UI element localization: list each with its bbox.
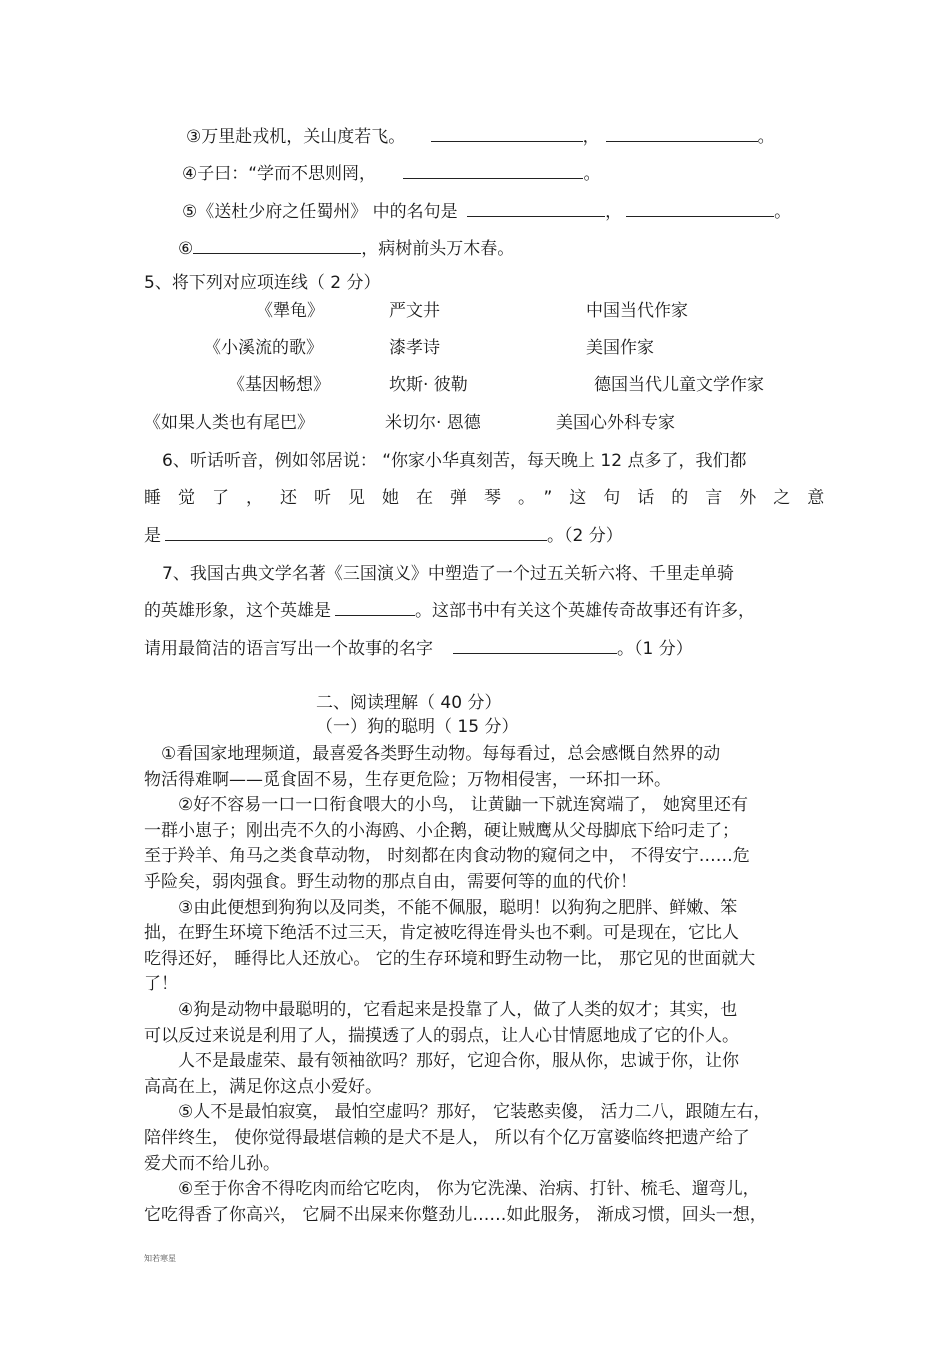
section-subtitle: （一）狗的聪明（ 15 分） xyxy=(316,717,519,737)
answer-blank[interactable] xyxy=(467,200,605,217)
passage-line: 陪伴终生， 使你觉得最堪信赖的是犬不是人， 所以有个亿万富婆临终把遗产给了 xyxy=(144,1127,750,1148)
answer-blank[interactable] xyxy=(193,237,361,254)
passage-line: 可以反过来说是利用了人，揣摸透了人的弱点，让人心甘情愿地成了它的仆人。 xyxy=(144,1025,739,1046)
match-book-4[interactable]: 《如果人类也有尾巴》 xyxy=(144,413,314,433)
answer-blank[interactable] xyxy=(606,125,758,142)
passage-line: 它吃得香了你高兴， 它屙不出屎来你蹩劲儿……如此服务， 渐成习惯，回头一想， xyxy=(144,1204,767,1225)
question-7-line-1: 7、我国古典文学名著《三国演义》中塑造了一个过五关斩六将、千里走单骑 xyxy=(162,564,734,584)
question-6-line-3: 是 。（2 分） xyxy=(144,526,623,546)
reading-passage xyxy=(144,742,804,1228)
match-author-4[interactable]: 米切尔· 恩德 xyxy=(385,413,481,433)
poem-line-3: ③万里赴戎机，关山度若飞。 ， 。 xyxy=(186,127,775,147)
match-book-2[interactable]: 《小溪流的歌》 xyxy=(204,338,323,358)
match-author-2[interactable]: 漆孝诗 xyxy=(389,338,440,358)
passage-line: 至于羚羊、角马之类食草动物， 时刻都在肉食动物的窥伺之中， 不得安宁……危 xyxy=(144,846,750,867)
match-book-3[interactable]: 《基因畅想》 xyxy=(228,375,330,395)
passage-line: ③由此便想到狗狗以及同类，不能不佩服，聪明！以狗狗之肥胖、鲜嫩、笨 xyxy=(144,897,738,918)
section-title: 二、阅读理解（ 40 分） xyxy=(316,693,502,713)
passage-line: 拙，在野生环境下绝活不过三天，肯定被吃得连骨头也不剩。可是现在，它比人 xyxy=(144,923,739,944)
answer-blank[interactable] xyxy=(431,125,583,142)
page-footer: 知若寒星 xyxy=(144,1254,176,1263)
poem-line-4: ④子曰：“学而不思则罔， 。 xyxy=(182,164,601,184)
passage-line: 乎险矣，弱肉强食。野生动物的那点自由，需要何等的血的代价！ xyxy=(144,871,637,892)
match-desc-4[interactable]: 美国心外科专家 xyxy=(556,413,675,433)
passage-line: 爱犬而不给儿孙。 xyxy=(144,1153,280,1174)
answer-blank[interactable] xyxy=(165,524,547,541)
passage-line: ⑤人不是最怕寂寞， 最怕空虚吗？那好， 它装憨卖傻， 活力二八，跟随左右， xyxy=(144,1102,771,1123)
answer-blank[interactable] xyxy=(335,599,415,616)
passage-line: ⑥至于你舍不得吃肉而给它吃肉， 你为它洗澡、治病、打针、梳毛、遛弯儿， xyxy=(144,1179,760,1200)
passage-line: ④狗是动物中最聪明的，它看起来是投靠了人，做了人类的奴才；其实，也 xyxy=(144,999,738,1020)
passage-line: 物活得难啊——觅食固不易，生存更危险；万物相侵害，一环扣一环。 xyxy=(144,769,671,790)
answer-blank[interactable] xyxy=(453,637,617,654)
question-5-title: 5、将下列对应项连线（ 2 分） xyxy=(144,273,381,293)
answer-blank[interactable] xyxy=(403,162,583,179)
match-desc-3[interactable]: 德国当代儿童文学作家 xyxy=(594,375,764,395)
passage-line: 吃得还好， 睡得比人还放心。 它的生存环境和野生动物一比， 那它见的世面就大 xyxy=(144,948,756,969)
passage-line: ①看国家地理频道，最喜爱各类野生动物。每每看过，总会感慨自然界的动 xyxy=(144,744,721,764)
match-desc-2[interactable]: 美国作家 xyxy=(586,338,654,358)
question-6-line-1: 6、听话听音，例如邻居说： “你家小华真刻苦，每天晚上 12 点多了，我们都 xyxy=(162,451,747,471)
passage-line: 高高在上，满足你这点小爱好。 xyxy=(144,1076,382,1097)
question-7-line-3: 请用最简洁的语言写出一个故事的名字 。（1 分） xyxy=(144,639,693,659)
passage-line: 一群小崽子；刚出壳不久的小海鸥、小企鹅，硬让贼鹰从父母脚底下给叼走了； xyxy=(144,820,739,841)
passage-line: 了！ xyxy=(144,974,178,995)
poem-line-6: ⑥ ，病树前头万木春。 xyxy=(178,239,515,259)
answer-blank[interactable] xyxy=(626,200,774,217)
passage-line: ②好不容易一口一口衔食喂大的小鸟， 让黄鼬一下就连窝端了， 她窝里还有 xyxy=(144,795,749,816)
poem-line-5: ⑤《送杜少府之任蜀州》 中的名句是 ， 。 xyxy=(182,202,792,222)
match-book-1[interactable]: 《犟龟》 xyxy=(256,301,324,321)
passage-line: 人不是最虚荣、最有领袖欲吗？那好，它迎合你，服从你，忠诚于你，让你 xyxy=(144,1051,739,1072)
question-7-line-2: 的英雄形象，这个英雄是 。这部书中有关这个英雄传奇故事还有许多， xyxy=(144,601,755,621)
match-author-1[interactable]: 严文井 xyxy=(389,301,440,321)
match-author-3[interactable]: 坎斯· 彼勒 xyxy=(389,375,468,395)
question-6-line-2: 睡觉了，还听见她在弹琴。”这句话的言外之意 xyxy=(144,488,842,508)
match-desc-1[interactable]: 中国当代作家 xyxy=(586,301,688,321)
